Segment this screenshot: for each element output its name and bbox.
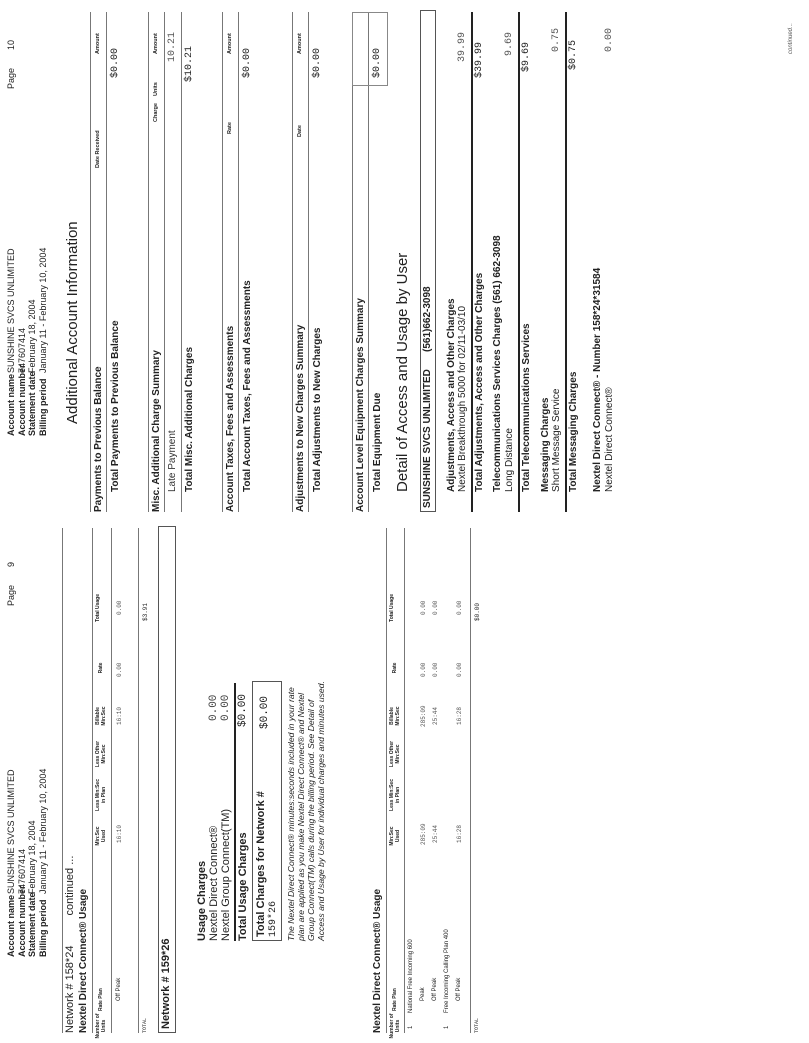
payments-total-label: Total Payments to Previous Balance [110,320,121,492]
row-total: 0.00 [420,600,427,615]
divider [106,12,107,512]
divider [92,528,93,1033]
row-billable: 285:09 [420,705,427,727]
row-units: 1 [444,1025,450,1029]
billing-period: January 11 - February 10, 2004 [37,768,48,894]
tax-col-rate: Rate [227,122,233,134]
equip-total: $0.00 [372,47,383,78]
account-name: SUNSHINE SVCS UNLIMITED [6,248,16,373]
breakthrough-label: Nextel Breakthrough 5000 for 02/11-03/10 [457,305,468,492]
network-158-title: Network # 158*24 [64,945,76,1033]
adj-access-title: Adjustments, Access and Other Charges [446,298,457,492]
telecom-total-label: Total Telecommunications Services [521,323,532,492]
divider [386,528,387,1033]
telecom-title: Telecommunications Services Charges (561) 662-3098 [492,235,503,492]
divider [565,12,567,512]
divider [352,12,353,512]
note-line: plan are applied as you make Nextel Direct Connect® and Nextel [296,692,306,941]
telecom-total: $9.69 [521,41,532,72]
row-total: 0.00 [456,600,463,615]
divider [308,12,309,512]
payments-title: Payments to Previous Balance [93,366,104,512]
page-number-10 [6,40,16,89]
adj-access-total: $39.99 [474,41,485,78]
t1-total-label: TOTAL [142,1017,148,1033]
dc-usage-2-title: Nextel Direct Connect® Usage [372,888,383,1033]
adj-total-label: Total Adjustments to New Charges [312,327,323,492]
row-used: 25:44 [432,824,439,843]
col-billable: Billable Min:Sec [95,706,107,726]
row-used: 285:09 [420,823,427,845]
payments-total: $0.00 [110,47,121,78]
t2-total-label: TOTAL [474,1017,480,1033]
adj-total: $0.00 [312,47,323,78]
note-line: Group Connect(TM) calls during the billing period. See Detail of [306,699,316,941]
total-network-value: $0.00 [259,695,271,729]
row-rate: 0.00 [420,662,427,677]
account-number: 747607414 [16,327,27,373]
page-number: 10 [6,40,16,51]
divider [222,12,223,512]
billing-period-label: Billing period [37,378,48,436]
long-distance-value: 9.69 [504,31,515,56]
account-header-page-10 [6,248,48,436]
total-usage-value: $0.00 [237,693,249,727]
row-used: 16:28 [456,824,463,843]
sms-label: Short Message Service [551,388,562,492]
col-units: Number of Units [95,1013,107,1039]
divider [90,12,91,512]
row-units: 1 [408,1025,414,1029]
statement-page-9 [0,522,809,1043]
continued-label: continued ... [64,855,76,916]
row-plan: Free Incoming Calling Plan 400 [444,929,450,1013]
rate-plan-note [286,681,326,941]
dc-usage-title: Nextel Direct Connect® Usage [78,888,89,1033]
page-label: Page [6,68,16,90]
long-distance-label: Long Distance [504,428,515,492]
misc-title: Misc. Additional Charge Summary [151,350,162,512]
payments-col-date: Date Received [95,130,101,168]
divider [164,12,165,512]
tax-total-label: Total Account Taxes, Fees and Assessments [242,280,253,492]
col-rate: Rate [98,662,104,674]
user-name: SUNSHINE SVCS UNLIMITED [422,369,433,508]
col-in-plan: Less Min:Sec in Plan [95,779,107,811]
breakthrough-value: 39.99 [457,31,468,62]
detail-title: Detail of Access and Usage by User [394,252,411,492]
divider [518,12,520,512]
divider [470,528,471,1033]
col-total: Total Usage [389,594,395,622]
misc-total: $10.21 [184,45,195,82]
user-phone: (561)662-3098 [422,286,433,352]
col-rate-plan: Rate Plan [98,988,104,1011]
late-payment-value: 10.21 [167,31,178,62]
divider [292,12,293,512]
billing-period: January 11 - February 10, 2004 [37,247,48,373]
gc-charge-label: Nextel Group Connect(TM) [220,808,232,941]
dc-value: 0.00 [604,27,615,52]
row-total: 0.00 [432,600,439,615]
col-other: Less Other Min:Sec [95,740,107,768]
row-rate: 0.00 [456,662,463,677]
sms-value: 0.75 [551,27,562,52]
row-rate: 0.00 [432,662,439,677]
row-plan: Off Peak [456,977,462,1001]
col-rate-plan: Rate Plan [392,988,398,1011]
note-line: The Nextel Direct Connect® minutes:seconds included in your rate [286,687,296,941]
adj-title: Adjustments to New Charges Summary [295,324,306,512]
divider [404,528,405,1033]
additional-info-title: Additional Account Information [64,221,81,424]
divider [138,528,139,1033]
dc-number-title: Nextel Direct Connect® - Number 158*24*31584 [592,267,603,492]
messaging-total-label: Total Messaging Charges [568,371,579,492]
tax-col-amount: Amount [227,33,233,54]
messaging-title: Messaging Charges [540,397,551,492]
page-number: 9 [6,562,16,568]
divider [234,683,236,941]
col-total: Total Usage [95,594,101,622]
row-plan: Peak [420,987,426,1001]
adj-col-date: Date [297,125,303,137]
col-rate: Rate [392,662,398,674]
equip-title: Account Level Equipment Charges Summary [355,298,366,512]
t1-plan: Off Peak [116,977,122,1001]
divider [368,12,369,512]
adj-col-amount: Amount [297,33,303,54]
account-number-label: Account number [16,885,27,957]
t1-total: 0.00 [116,600,123,615]
row-billable: 25:44 [432,706,439,725]
col-in-plan: Less Min:Sec in Plan [389,779,401,811]
usage-charges-title: Usage Charges [196,860,208,941]
misc-col-units: Units [153,82,159,96]
divider [471,12,473,512]
messaging-total: $0.75 [568,39,579,70]
t2-grand-total: $0.00 [474,602,481,621]
dc-charge-value: 0.00 [208,694,220,721]
t1-used: 16:10 [116,824,123,843]
dc-charge-label: Nextel Direct Connect® [208,825,220,941]
row-plan: National Free Incoming 600 [408,939,414,1013]
col-other: Less Other Min:Sec [389,740,401,768]
col-used: Min:Sec Used [389,826,401,846]
total-network-label: Total Charges for Network # [255,791,267,937]
statement-date: February 18, 2004 [27,820,37,894]
page-number-9 [6,562,16,606]
account-number: 747607414 [16,848,27,894]
statement-date-label: Statement date [27,892,37,957]
col-billable: Billable Min:Sec [389,706,401,726]
account-name-label: Account name [6,373,16,436]
total-network-id: 159*26 [268,900,279,937]
t1-billable: 16:10 [116,706,123,725]
account-name-label: Account name [6,894,16,957]
misc-total-label: Total Misc. Additional Charges [184,346,195,492]
divider [181,12,182,512]
t1-grand-total: $3.91 [142,602,149,621]
divider [148,12,149,512]
dc-label: Nextel Direct Connect® [604,387,615,492]
col-units: Number of Units [389,1013,401,1039]
tax-title: Account Taxes, Fees and Assessments [225,325,236,512]
equip-box [352,12,388,86]
account-header-page-9 [6,769,48,957]
adj-access-total-label: Total Adjustments, Access and Other Charges [474,272,485,492]
t1-rate: 0.00 [116,662,123,677]
divider [238,12,239,512]
misc-col-amount: Amount [153,33,159,54]
divider [111,528,112,1033]
equip-total-label: Total Equipment Due [372,392,383,492]
total-usage-label: Total Usage Charges [237,832,249,941]
billing-period-label: Billing period [37,899,48,957]
statement-date: February 18, 2004 [27,299,37,373]
misc-col-charge: Charge [153,103,159,122]
payments-col-amount: Amount [95,33,101,54]
continued-label: continued... [788,22,794,54]
late-payment-label: Late Payment [167,430,178,492]
divider [62,528,63,1033]
account-number-label: Account number [16,364,27,436]
page-label: Page [6,585,16,607]
network-159-title: Network # 159*26 [160,938,172,1029]
row-billable: 16:28 [456,706,463,725]
tax-total: $0.00 [242,47,253,78]
account-name: SUNSHINE SVCS UNLIMITED [6,769,16,894]
statement-date-label: Statement date [27,371,37,436]
col-used: Min:Sec Used [95,826,107,846]
row-plan: Off Peak [432,977,438,1001]
gc-charge-value: 0.00 [220,694,232,721]
note-line: Access and Usage by User for individual charges and minutes used. [316,681,326,941]
